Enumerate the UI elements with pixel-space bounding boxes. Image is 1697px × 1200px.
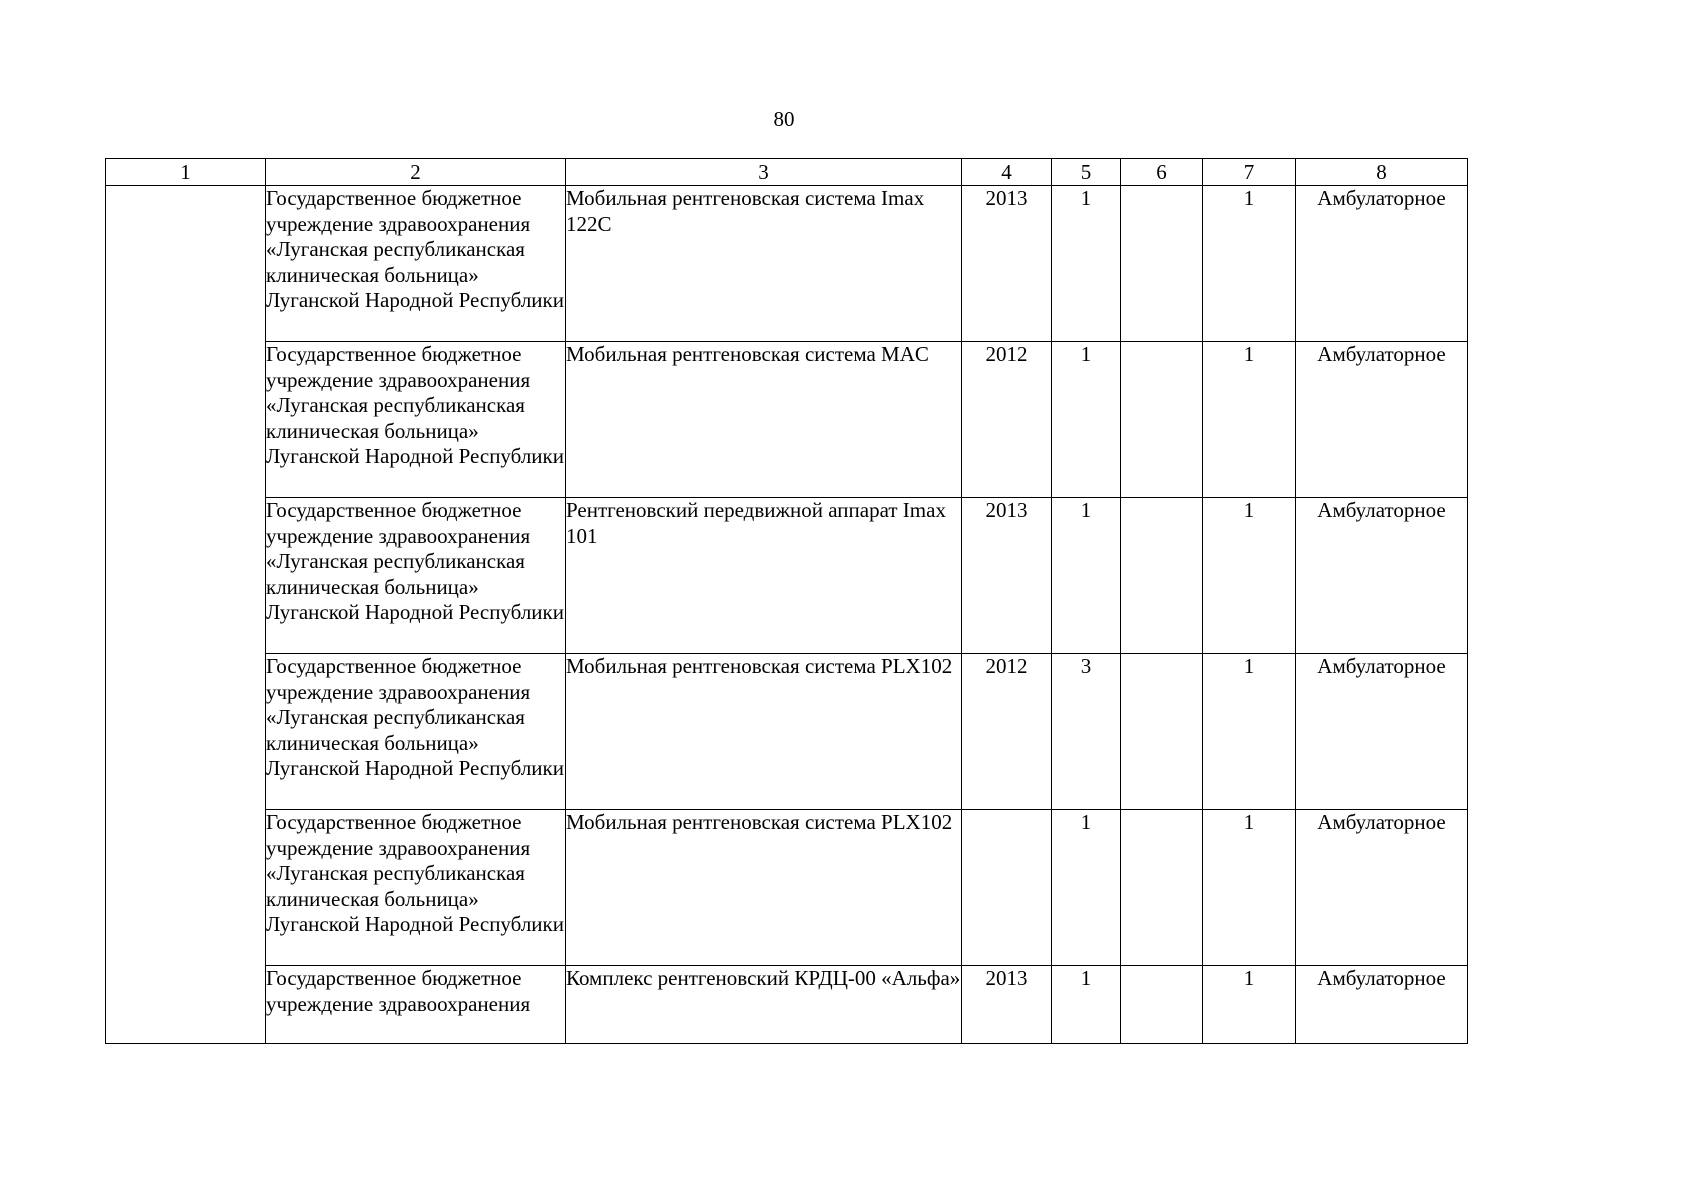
table-row <box>106 342 1468 498</box>
table-header-row <box>106 159 1468 186</box>
col5-cell: 1 <box>1052 186 1121 342</box>
year-cell: 2013 <box>962 498 1052 654</box>
col7-cell: 1 <box>1203 654 1296 810</box>
col5-cell: 1 <box>1052 342 1121 498</box>
col7-cell: 1 <box>1203 498 1296 654</box>
equipment-cell: Мобильная рентгеновская система PLX102 <box>566 654 962 810</box>
col6-cell <box>1121 498 1203 654</box>
col6-cell <box>1121 966 1203 1044</box>
column-header: 6 <box>1121 159 1203 186</box>
equipment-cell: Комплекс рентгеновский КРДЦ-00 «Альфа» <box>566 966 962 1044</box>
year-cell <box>962 810 1052 966</box>
organization-cell: Государственное бюджетное учреждение здравоохранения «Луганская республиканская клиническая больница» Луганской Народной Республики <box>266 654 566 810</box>
col6-cell <box>1121 654 1203 810</box>
equipment-cell: Рентгеновский передвижной аппарат Imax 101 <box>566 498 962 654</box>
year-cell: 2012 <box>962 654 1052 810</box>
col5-cell: 3 <box>1052 654 1121 810</box>
table-row <box>106 654 1468 810</box>
table-row <box>106 186 1468 342</box>
col7-cell: 1 <box>1203 186 1296 342</box>
mode-cell: Амбулаторное <box>1296 498 1468 654</box>
table-row <box>106 810 1468 966</box>
merged-region-cell <box>106 186 266 1044</box>
col7-cell: 1 <box>1203 810 1296 966</box>
col7-cell: 1 <box>1203 342 1296 498</box>
table-row <box>106 498 1468 654</box>
column-header: 2 <box>266 159 566 186</box>
equipment-cell: Мобильная рентгеновская система Imax 122C <box>566 186 962 342</box>
year-cell: 2013 <box>962 966 1052 1044</box>
organization-cell: Государственное бюджетное учреждение здравоохранения «Луганская республиканская клиническая больница» Луганской Народной Республики <box>266 498 566 654</box>
col7-cell: 1 <box>1203 966 1296 1044</box>
column-header: 8 <box>1296 159 1468 186</box>
col6-cell <box>1121 186 1203 342</box>
mode-cell: Амбулаторное <box>1296 186 1468 342</box>
page-number: 80 <box>773 107 795 131</box>
organization-cell: Государственное бюджетное учреждение здравоохранения <box>266 966 566 1044</box>
col6-cell <box>1121 342 1203 498</box>
organization-cell: Государственное бюджетное учреждение здравоохранения «Луганская республиканская клиническая больница» Луганской Народной Республики <box>266 342 566 498</box>
year-cell: 2012 <box>962 342 1052 498</box>
col5-cell: 1 <box>1052 498 1121 654</box>
organization-cell: Государственное бюджетное учреждение здравоохранения «Луганская республиканская клиническая больница» Луганской Народной Республики <box>266 810 566 966</box>
col5-cell: 1 <box>1052 810 1121 966</box>
organization-cell: Государственное бюджетное учреждение здравоохранения «Луганская республиканская клиническая больница» Луганской Народной Республики <box>266 186 566 342</box>
mode-cell: Амбулаторное <box>1296 342 1468 498</box>
column-header: 7 <box>1203 159 1296 186</box>
column-header: 3 <box>566 159 962 186</box>
equipment-table <box>105 158 1468 1044</box>
mode-cell: Амбулаторное <box>1296 654 1468 810</box>
column-header: 5 <box>1052 159 1121 186</box>
mode-cell: Амбулаторное <box>1296 966 1468 1044</box>
col5-cell: 1 <box>1052 966 1121 1044</box>
column-header: 4 <box>962 159 1052 186</box>
column-header: 1 <box>106 159 266 186</box>
equipment-cell: Мобильная рентгеновская система MAC <box>566 342 962 498</box>
equipment-cell: Мобильная рентгеновская система PLX102 <box>566 810 962 966</box>
year-cell: 2013 <box>962 186 1052 342</box>
table-row <box>106 966 1468 1044</box>
mode-cell: Амбулаторное <box>1296 810 1468 966</box>
col6-cell <box>1121 810 1203 966</box>
